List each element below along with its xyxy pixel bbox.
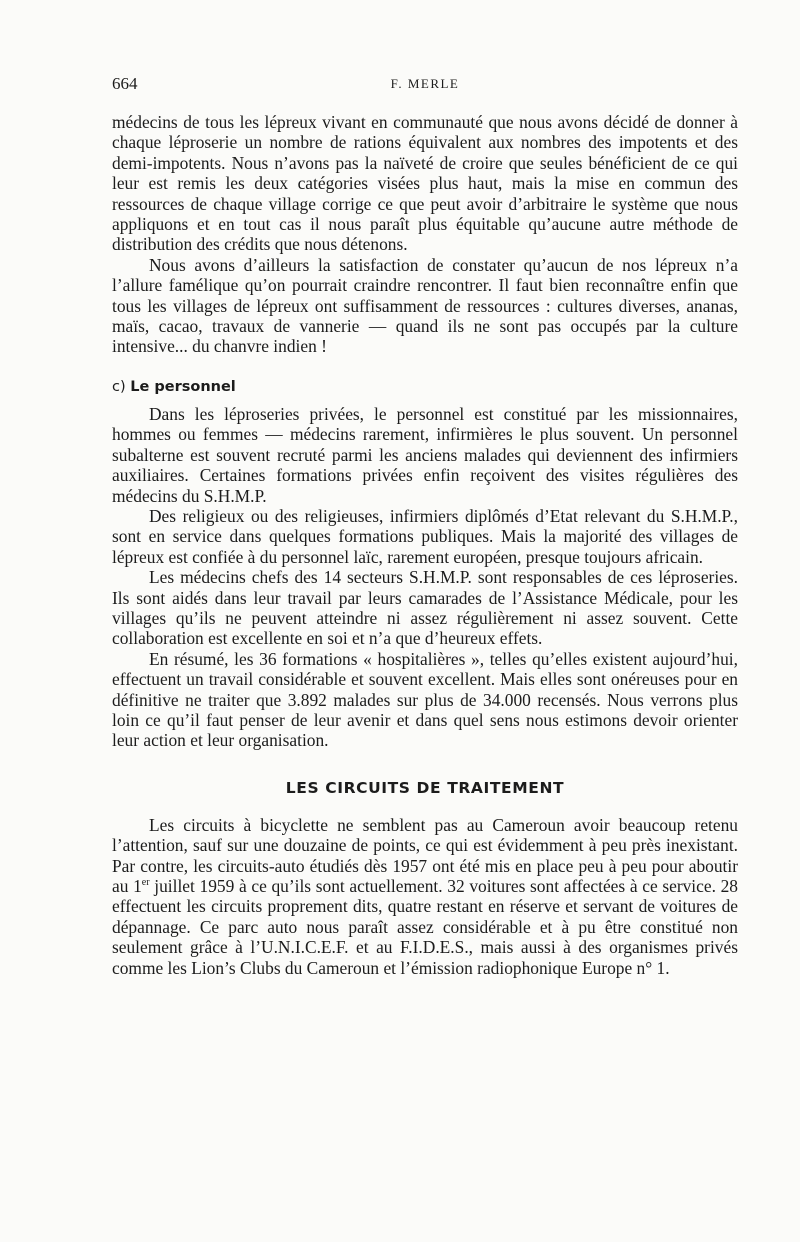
paragraph: médecins de tous les lépreux vivant en communauté que nous avons décidé de donner à chaque léproserie un nombre de rations équivalent aux nombres des impotents et des demi-impotents. Nous n’avons pas la naïveté de croire que seules bénéficient de ce qui leur est remis les deux catégories visées plus haut, mais la mise en commun des ressources de chaque village corrige ce que peut avoir d’arbitraire le système que nous appliquons et en tout cas il nous paraît plus équitable qu’aucune autre méthode de distribution des crédits que nous détenons.: [112, 112, 738, 255]
subsection-title: Le personnel: [130, 378, 236, 395]
subsection-label: c): [112, 378, 126, 395]
section-title: LES CIRCUITS DE TRAITEMENT: [285, 778, 565, 797]
running-head: F. MERLE: [390, 76, 460, 91]
page-header: [112, 74, 738, 98]
body-text: [112, 112, 738, 978]
paragraph: Des religieux ou des religieuses, infirmiers diplômés d’Etat relevant du S.H.M.P., sont en service dans quelques formations publiques. Mais la majorité des villages de lépreux est confiée à du personnel laïc, rarement européen, presque toujours africain.: [112, 505, 738, 567]
page-number: 664: [112, 74, 138, 93]
paragraph: En résumé, les 36 formations « hospitalières », telles qu’elles existent aujourd’hui, effectuent un travail considérable et souvent excellent. Mais elles sont onéreuses pour en définitive ne traiter que 3.892 malades sur plus de 34.000 recensés. Nous verrons plus loin ce qu’il faut penser de leur avenir et dans quel sens nous estimons devoir orienter leur action et leur organisation.: [112, 648, 738, 751]
paragraph: [112, 815, 738, 978]
paragraph: Les médecins chefs des 14 secteurs S.H.M.P. sont responsables de ces léproseries. Ils sont aidés dans leur travail par leurs camarades de l’Assistance Médicale, pour les villages qu’ils ne peuvent atteindre ni assez régulièrement ni assez souvent. Cette collaboration est excellente en soi et n’a que d’heureux effets.: [112, 567, 738, 649]
paragraph-text: juillet 1959 à ce qu’ils sont actuellement. 32 voitures sont affectées à ce service. 28 effectuent les circuits proprement dits, quatre restant en réserve et servant de voitures de dépannage. Ce parc auto nous paraît assez considérable et à pu être constitué non seulement grâce à l’U.N.I.C.E.F. et au F.I.D.E.S., mais aussi à des organismes privés comme les Lion’s Clubs du Cameroun et l’émission radiophonique Europe n° 1.: [112, 876, 738, 978]
paragraph-text: Les circuits à bicyclette ne semblent pas au Cameroun avoir beaucoup retenu l’attention, sauf sur une douzaine de points, ce qui est évidemment à peu près inexistant. Par contre, les circuits-auto étudiés dès 1957 ont été mis en place peu à peu pour aboutir au 1: [112, 814, 738, 896]
paragraph: Nous avons d’ailleurs la satisfaction de constater qu’aucun de nos lépreux n’a l’allure famélique qu’on pourrait craindre rencontrer. Il faut bien reconnaître enfin que tous les villages de lépreux ont suffisamment de ressources : cultures diverses, ananas, maïs, cacao, travaux de vannerie — quand ils ne sont pas occupés par la culture intensive... du chanvre indien !: [112, 254, 738, 357]
paragraph: Dans les léproseries privées, le personnel est constitué par les missionnaires, hommes ou femmes — médecins rarement, infirmières le plus souvent. Un personnel subalterne est souvent recruté parmi les anciens malades qui deviennent des infirmiers auxiliaires. Certaines formations privées enfin reçoivent des visites régulières des médecins du S.H.M.P.: [112, 403, 738, 506]
superscript: er: [141, 877, 150, 889]
subsection-heading: [112, 377, 738, 397]
